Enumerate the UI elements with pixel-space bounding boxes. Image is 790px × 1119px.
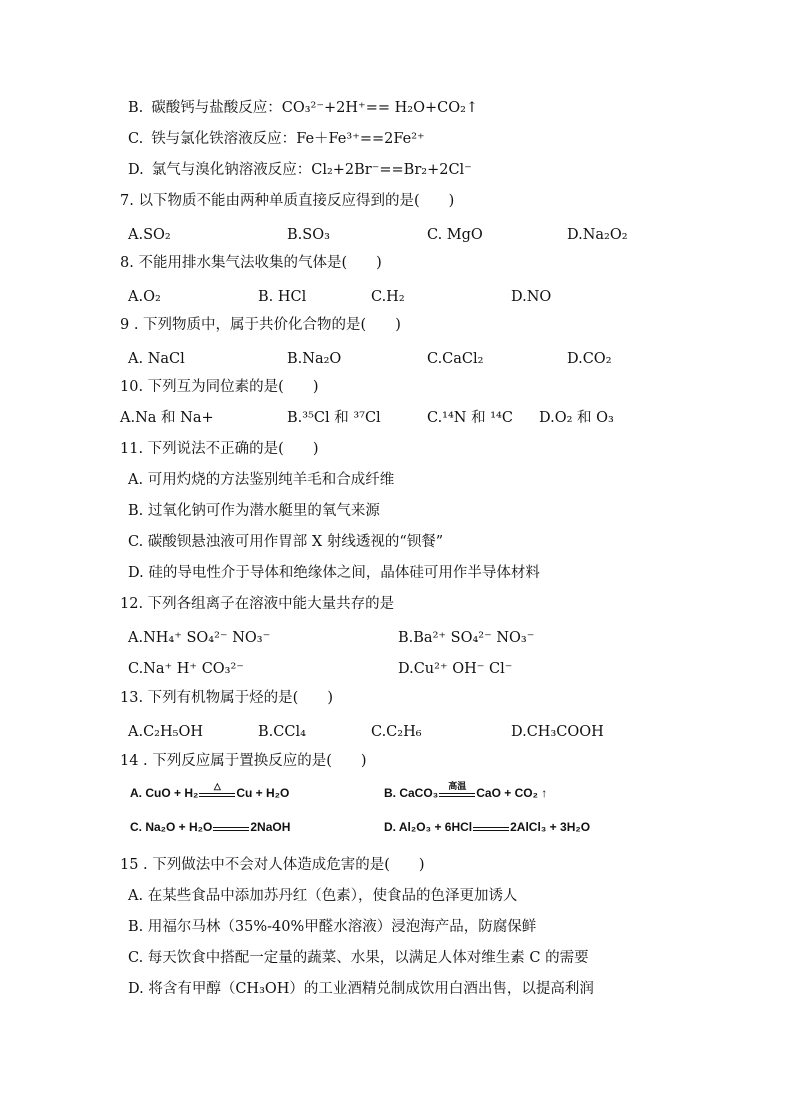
q14-option-d-products: 2AlCl₃ + 3H₂O [510, 820, 591, 834]
q12-option-d: D.Cu²⁺ OH⁻ Cl⁻ [398, 661, 513, 677]
q12-stem: 12. 下列各组离子在溶液中能大量共存的是 [120, 596, 395, 612]
q7-option-a: A.SO₂ [128, 227, 171, 243]
q14-option-c [130, 819, 290, 836]
q13-stem: 13. 下列有机物属于烃的是( ) [120, 690, 333, 706]
q14-option-d-reactants: D. Al₂O₃ + 6HCl [384, 820, 473, 834]
q9-stem: 9 . 下列物质中，属于共价化合物的是( ) [120, 317, 401, 333]
q14-option-d [384, 819, 590, 836]
q6-option-d-letter: D. [128, 162, 144, 178]
q10-option-b: B.³⁵Cl 和 ³⁷Cl [287, 410, 381, 426]
q8-option-b: B. HCl [258, 289, 307, 305]
q14-option-a [130, 780, 290, 802]
q6-option-d-label: 氯气与溴化钠溶液反应： [151, 162, 312, 178]
q10-option-a: A.Na 和 Na+ [120, 410, 214, 426]
equals-sign [473, 820, 509, 836]
q15-stem: 15 . 下列做法中不会对人体造成危害的是( ) [120, 857, 425, 873]
q9-option-d: D.CO₂ [567, 351, 612, 367]
q12-option-c: C.Na⁺ H⁺ CO₃²⁻ [128, 661, 244, 677]
q11-option-c: C. 碳酸钡悬浊液可用作胃部 X 射线透视的“钡餐” [128, 534, 444, 550]
q6-option-d [128, 160, 472, 180]
q14-option-b-reactants: B. CaCO₃ [384, 786, 439, 800]
q7-option-c: C. MgO [427, 227, 483, 243]
q11-option-d: D. 硅的导电性介于导体和绝缘体之间，晶体硅可用作半导体材料 [128, 565, 540, 581]
q14-stem: 14 . 下列反应属于置换反应的是( ) [120, 753, 367, 769]
q12-option-b: B.Ba²⁺ SO₄²⁻ NO₃⁻ [398, 630, 535, 646]
q7-option-d: D.Na₂O₂ [567, 227, 628, 243]
q13-option-c: C.C₂H₆ [371, 724, 422, 740]
q15-option-c: C. 每天饮食中搭配一定量的蔬菜、水果，以满足人体对维生素 C 的需要 [128, 950, 589, 966]
q9-option-b: B.Na₂O [287, 351, 342, 367]
q12-option-a: A.NH₄⁺ SO₄²⁻ NO₃⁻ [128, 630, 271, 646]
q6-option-c-eq: Fe＋Fe³⁺==2Fe²⁺ [296, 131, 425, 147]
q14-option-b [384, 780, 548, 802]
q8-stem: 8. 不能用排水集气法收集的气体是( ) [120, 255, 382, 271]
q8-option-c: C.H₂ [371, 289, 405, 305]
q6-option-b-letter: B. [128, 100, 144, 116]
equals-sign [213, 820, 249, 836]
q15-option-b: B. 用福尔马林（35%-40%甲醛水溶液）浸泡海产品，防腐保鲜 [128, 919, 537, 935]
q10-option-c: C.¹⁴N 和 ¹⁴C [427, 410, 513, 426]
q7-stem: 7. 以下物质不能由两种单质直接反应得到的是( ) [120, 193, 455, 209]
q13-option-d: D.CH₃COOH [511, 724, 604, 740]
q14-option-c-products: 2NaOH [250, 820, 291, 834]
q7-option-b: B.SO₃ [287, 227, 330, 243]
heating-condition-arrow [199, 780, 235, 802]
q10-stem: 10. 下列互为同位素的是( ) [120, 379, 319, 395]
q8-option-d: D.NO [511, 289, 552, 305]
q14-option-a-reactants: A. CuO + H₂ [130, 786, 199, 800]
q6-option-c-label: 铁与氯化铁溶液反应： [151, 131, 297, 147]
q6-option-c [128, 129, 425, 149]
q15-option-d: D. 将含有甲醇（CH₃OH）的工业酒精兑制成饮用白酒出售，以提高利润 [128, 981, 594, 997]
high-temp-condition-arrow [439, 780, 475, 802]
q13-option-b: B.CCl₄ [258, 724, 306, 740]
q8-option-a: A.O₂ [128, 289, 161, 305]
q11-option-a: A. 可用灼烧的方法鉴别纯羊毛和合成纤维 [128, 472, 395, 488]
q6-option-d-eq: Cl₂+2Br⁻==Br₂+2Cl⁻ [311, 162, 472, 178]
q13-option-a: A.C₂H₅OH [128, 724, 203, 740]
q6-option-c-letter: C. [128, 131, 144, 147]
q14-option-a-products: Cu + H₂O [236, 786, 290, 800]
q9-option-a: A. NaCl [128, 351, 185, 367]
q10-option-d: D.O₂ 和 O₃ [539, 410, 614, 426]
q9-option-c: C.CaCl₂ [427, 351, 484, 367]
q14-option-b-products: CaO + CO₂ ↑ [476, 786, 548, 800]
q6-option-b-eq: CO₃²⁻+2H⁺== H₂O+CO₂↑ [281, 100, 479, 116]
q6-option-b-label: 碳酸钙与盐酸反应： [151, 100, 282, 116]
q14-option-c-reactants: C. Na₂O + H₂O [130, 820, 213, 834]
high-temp-label: 高温 [448, 780, 467, 791]
heat-symbol: △ [213, 780, 221, 791]
q11-option-b: B. 过氧化钠可作为潜水艇里的氧气来源 [128, 503, 380, 519]
q11-stem: 11. 下列说法不正确的是( ) [120, 441, 319, 457]
q6-option-b [128, 98, 478, 118]
q15-option-a: A. 在某些食品中添加苏丹红（色素），使食品的色泽更加诱人 [128, 888, 518, 904]
